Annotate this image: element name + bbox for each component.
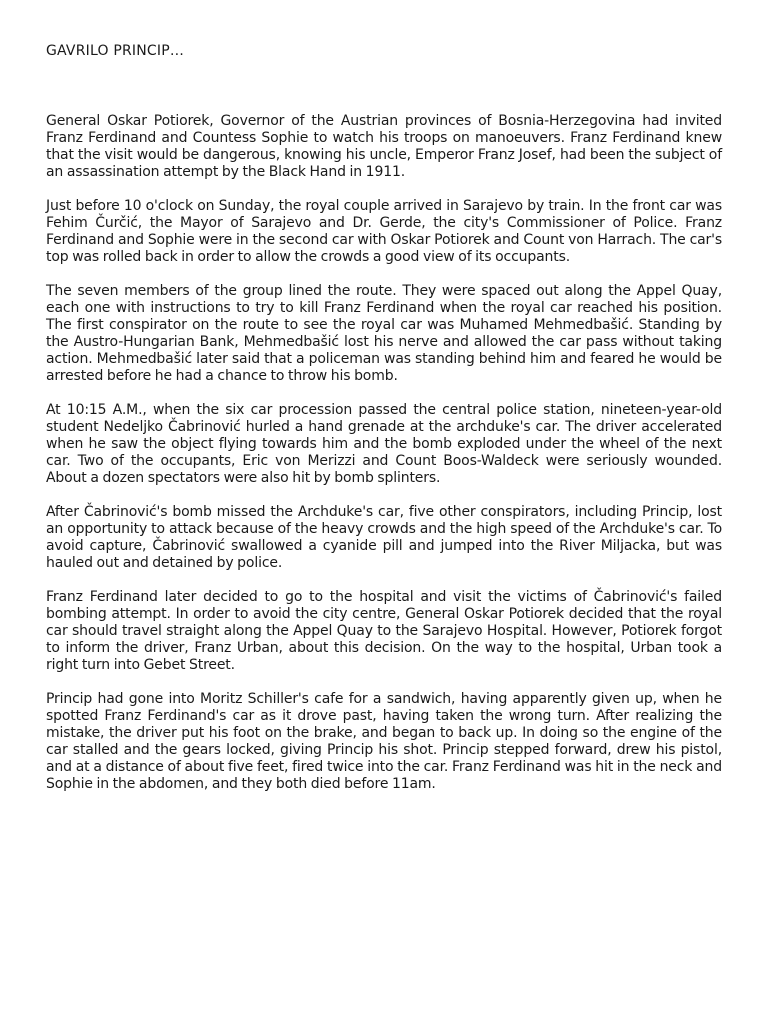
paragraph-assassination: Princip had gone into Moritz Schiller's cafe for a sandwich, having apparently given up, when he spotted Franz Ferdinand's car as it drove past, having taken the wrong turn. After realizing the mistake, the driver put his foot on the brake, and began to back up. In doing so the engine of the car stalled and the gears locked, giving Princip his shot. Princip stepped forward, drew his pistol, and at a distance of about five feet, fired twice into the car. Franz Ferdinand was hit in the neck and Sophie in the abdomen, and they both died before 11am. (46, 691, 722, 792)
paragraph-invitation: General Oskar Potiorek, Governor of the Austrian provinces of Bosnia-Herzegovina had invited Franz Ferdinand and Countess Sophie to watch his troops on manoeuvers. Franz Ferdinand knew that the visit would be dangerous, knowing his uncle, Emperor Franz Josef, had been the subject of an assassination attempt by the Black Hand in 1911. (46, 113, 722, 180)
paragraph-conspirators: The seven members of the group lined the route. They were spaced out along the Appel Quay, each one with instructions to try to kill Franz Ferdinand when the royal car reached his position. The first conspirator on the route to see the royal car was Muhamed Mehmedbašić. Standing by the Austro-Hungarian Bank, Mehmedbašić lost his nerve and allowed the car pass without taking action. Mehmedbašić later said that a policeman was standing behind him and feared he would be arrested before he had a chance to throw his bomb. (46, 283, 722, 384)
paragraph-aftermath: After Čabrinović's bomb missed the Archduke's car, five other conspirators, including Princip, lost an opportunity to attack because of the heavy crowds and the high speed of the Archduke's car. To avoid capture, Čabrinović swallowed a cyanide pill and jumped into the River Miljacka, but was hauled out and detained by police. (46, 504, 722, 571)
paragraph-arrival: Just before 10 o'clock on Sunday, the royal couple arrived in Sarajevo by train. In the front car was Fehim Čurčić, the Mayor of Sarajevo and Dr. Gerde, the city's Commissioner of Police. Franz Ferdinand and Sophie were in the second car with Oskar Potiorek and Count von Harrach. The car's top was rolled back in order to allow the crowds a good view of its occupants. (46, 198, 722, 265)
paragraph-hospital: Franz Ferdinand later decided to go to the hospital and visit the victims of Čabrinović's failed bombing attempt. In order to avoid the city centre, General Oskar Potiorek decided that the royal car should travel straight along the Appel Quay to the Sarajevo Hospital. However, Potiorek forgot to inform the driver, Franz Urban, about this decision. On the way to the hospital, Urban took a right turn into Gebet Street. (46, 589, 722, 673)
document-title: GAVRILO PRINCIP… (46, 43, 185, 59)
paragraph-grenade: At 10:15 A.M., when the six car procession passed the central police station, nineteen-year-old student Nedeljko Čabrinović hurled a hand grenade at the archduke's car. The driver accelerated when he saw the object flying towards him and the bomb exploded under the wheel of the next car. Two of the occupants, Eric von Merizzi and Count Boos-Waldeck were seriously wounded. About a dozen spectators were also hit by bomb splinters. (46, 402, 722, 486)
document-body (46, 43, 722, 810)
